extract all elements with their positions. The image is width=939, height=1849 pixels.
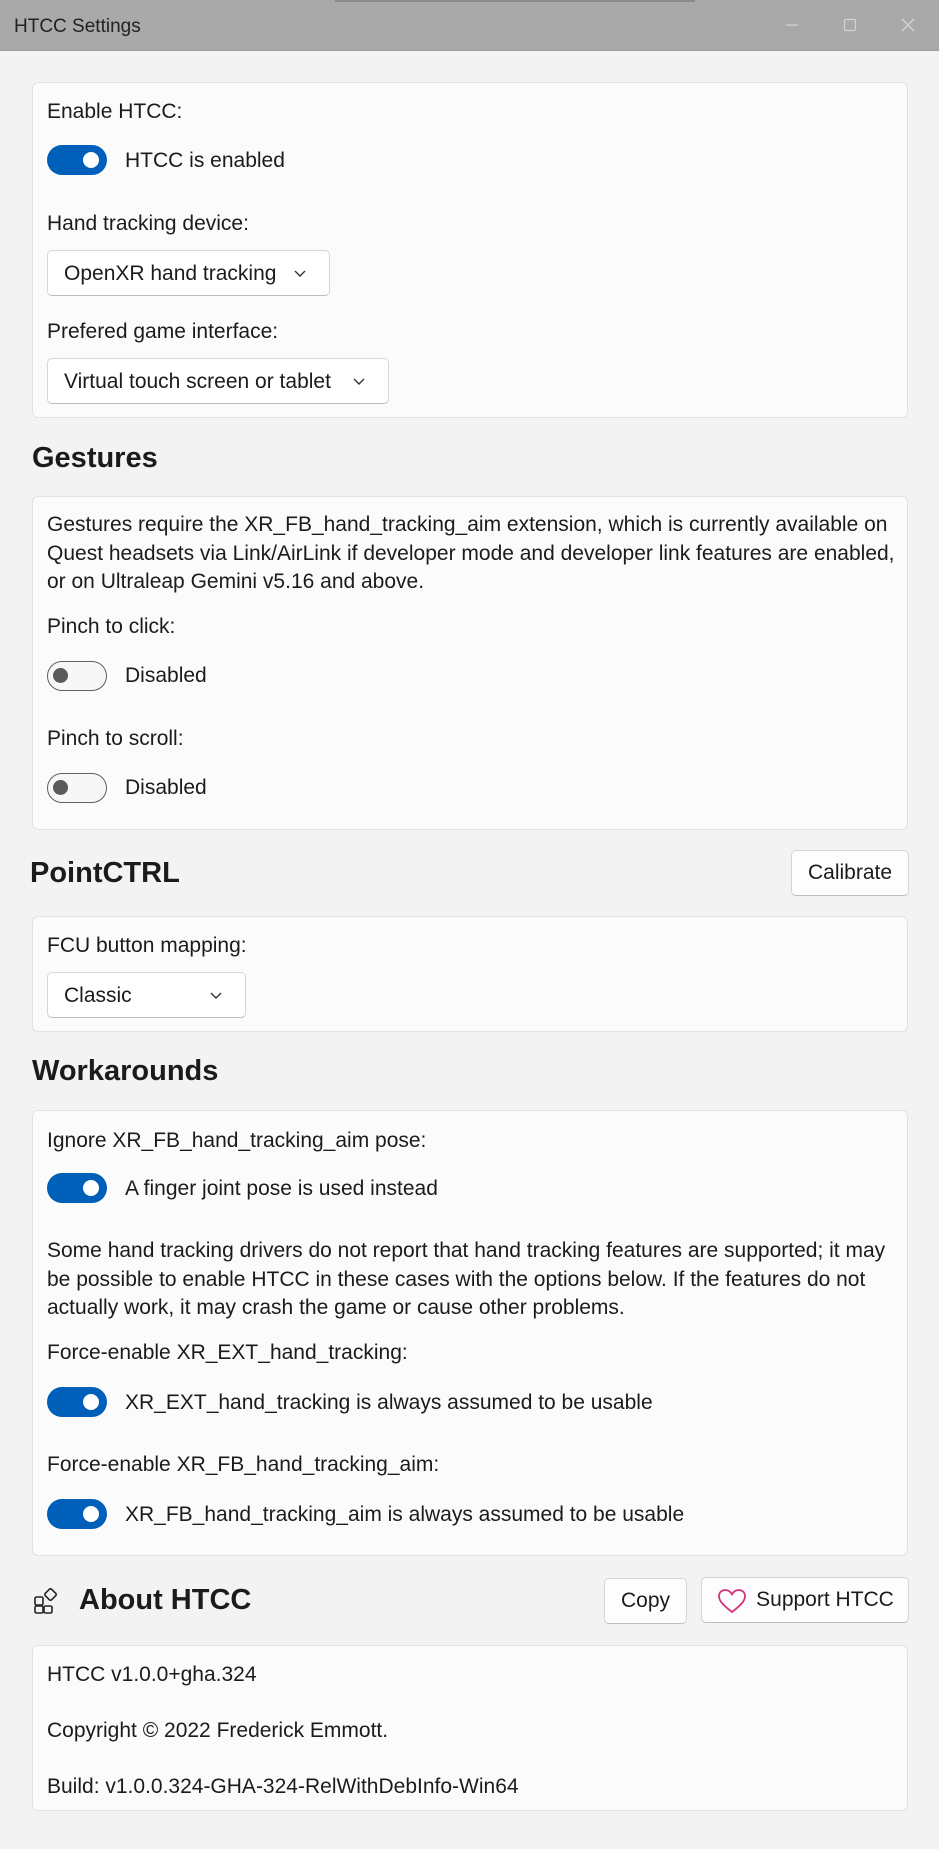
force-ext-hand-tracking-label: Force-enable XR_EXT_hand_tracking: xyxy=(47,1341,408,1364)
fcu-button-mapping-label: FCU button mapping: xyxy=(47,934,247,957)
maximize-icon[interactable] xyxy=(836,12,864,38)
chevron-down-icon xyxy=(292,265,308,281)
version-text: HTCC v1.0.0+gha.324 xyxy=(47,1663,257,1686)
pinch-to-scroll-label: Pinch to scroll: xyxy=(47,727,184,750)
game-interface-value: Virtual touch screen or tablet xyxy=(64,370,331,393)
force-ext-hand-tracking-state: XR_EXT_hand_tracking is always assumed to be usable xyxy=(125,1391,653,1414)
support-htcc-button[interactable] xyxy=(701,1577,909,1623)
copy-button[interactable]: Copy xyxy=(604,1578,687,1624)
pointctrl-title: PointCTRL xyxy=(30,857,180,889)
apps-icon xyxy=(33,1588,60,1615)
ignore-aim-pose-toggle[interactable] xyxy=(47,1173,107,1203)
game-interface-dropdown[interactable] xyxy=(47,358,389,404)
pinch-to-scroll-state: Disabled xyxy=(125,776,207,799)
hand-tracking-device-dropdown[interactable] xyxy=(47,250,330,296)
gestures-card xyxy=(32,496,908,830)
title-bar-accent-line xyxy=(335,0,695,2)
window-title: HTCC Settings xyxy=(14,16,141,37)
pinch-to-click-state: Disabled xyxy=(125,664,207,687)
ignore-aim-pose-label: Ignore XR_FB_hand_tracking_aim pose: xyxy=(47,1129,427,1152)
fcu-button-mapping-dropdown[interactable] xyxy=(47,972,246,1018)
build-text: Build: v1.0.0.324-GHA-324-RelWithDebInfo-Win64 xyxy=(47,1775,519,1798)
game-interface-label: Prefered game interface: xyxy=(47,320,279,343)
about-title: About HTCC xyxy=(79,1584,252,1616)
pinch-to-click-label: Pinch to click: xyxy=(47,615,176,638)
close-icon[interactable] xyxy=(894,12,922,38)
gestures-description: Gestures require the XR_FB_hand_tracking_aim extension, which is currently available on Quest headsets via Link/AirLink if developer mode and developer link features are enabled, or on Ultraleap Gemini v5.16 and above. xyxy=(47,513,895,593)
workarounds-description: Some hand tracking drivers do not report that hand tracking features are supported; it may be possible to enable HTCC in these cases with the options below. If the features do not actually work, it may crash the game or cause other problems. xyxy=(47,1239,886,1319)
chevron-down-icon xyxy=(208,987,224,1003)
minimize-icon[interactable] xyxy=(778,12,806,38)
force-fb-aim-label: Force-enable XR_FB_hand_tracking_aim: xyxy=(47,1453,440,1476)
support-htcc-label: Support HTCC xyxy=(756,1588,894,1611)
workarounds-card xyxy=(32,1110,908,1556)
force-fb-aim-toggle[interactable] xyxy=(47,1499,107,1529)
force-ext-hand-tracking-toggle[interactable] xyxy=(47,1387,107,1417)
enable-htcc-label: Enable HTCC: xyxy=(47,100,183,123)
calibrate-button[interactable]: Calibrate xyxy=(791,850,909,896)
chevron-down-icon xyxy=(351,373,367,389)
heart-icon xyxy=(717,1588,747,1614)
force-fb-aim-state: XR_FB_hand_tracking_aim is always assumed to be usable xyxy=(125,1503,685,1526)
hand-tracking-device-label: Hand tracking device: xyxy=(47,212,249,235)
about-card xyxy=(32,1645,908,1811)
pointctrl-card xyxy=(32,916,908,1032)
pinch-to-click-toggle[interactable] xyxy=(47,661,107,691)
title-bar xyxy=(0,0,939,51)
workarounds-title: Workarounds xyxy=(32,1055,219,1087)
gestures-title: Gestures xyxy=(32,442,158,474)
general-settings-card xyxy=(32,82,908,418)
pinch-to-scroll-toggle[interactable] xyxy=(47,773,107,803)
ignore-aim-pose-state: A finger joint pose is used instead xyxy=(125,1177,438,1200)
hand-tracking-device-value: OpenXR hand tracking xyxy=(64,262,277,285)
enable-htcc-toggle[interactable] xyxy=(47,145,107,175)
copyright-text: Copyright © 2022 Frederick Emmott. xyxy=(47,1719,389,1742)
enable-htcc-state: HTCC is enabled xyxy=(125,149,285,172)
fcu-button-mapping-value: Classic xyxy=(64,984,132,1007)
